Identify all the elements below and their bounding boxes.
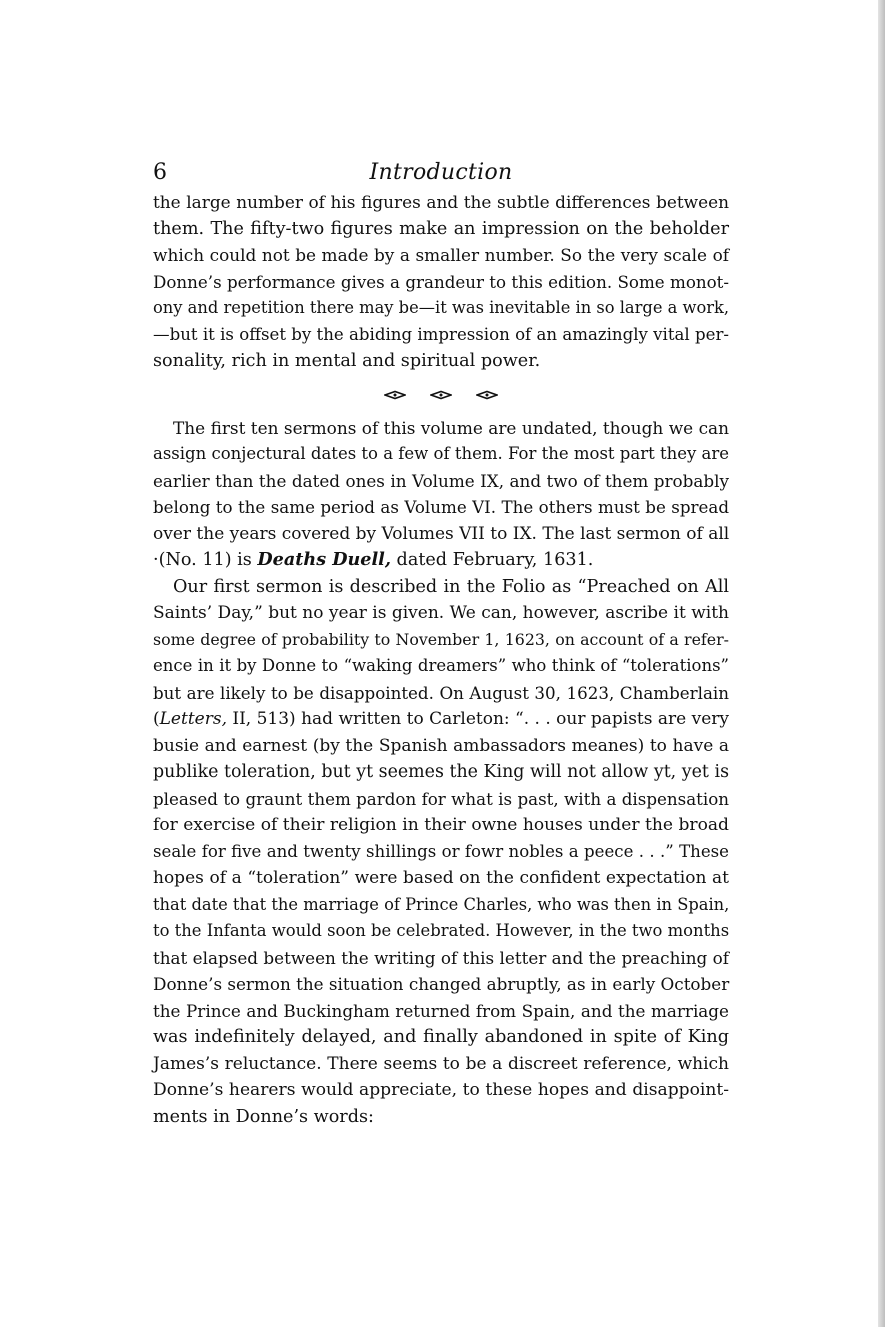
text-line: for exercise of their religion in their owne houses under the broad [153, 815, 729, 835]
text-line [153, 547, 729, 574]
text-line: the large number of his figures and the subtle differences between [153, 192, 729, 212]
text-line: James’s reluctance. There seems to be a discreet reference, which [153, 1053, 729, 1074]
page-number: 6 [153, 160, 167, 185]
page-header [153, 155, 729, 189]
text-line: ence in it by Donne to “waking dreamers” who think of “tolerations” [153, 656, 729, 675]
text-segment: ( [153, 709, 160, 729]
text-line [153, 706, 729, 733]
text-line: ments in Donne’s words: [153, 1106, 374, 1127]
book-page [153, 155, 729, 1130]
text-line: belong to the same period as Volume VI. The others must be spread [153, 497, 729, 517]
text-line: that elapsed between the writing of this letter and the preaching of [153, 947, 729, 968]
text-line: seale for five and twenty shillings or fowr nobles a peece . . .” These [153, 841, 729, 861]
diamond-ornament-icon [476, 390, 498, 400]
work-title: Letters, [159, 709, 227, 729]
text-line: Saints’ Day,” but no year is given. We can, however, ascribe it with [153, 603, 729, 623]
sermon-title: Deaths Duell, [257, 549, 391, 570]
diamond-ornament-icon [384, 390, 406, 400]
text-line: Donne’s performance gives a grandeur to this edition. Some monot- [153, 271, 729, 292]
text-line: —but it is offset by the abiding impression of an amazingly vital per- [153, 324, 729, 344]
text-line: The first ten sermons of this volume are undated, though we can [173, 417, 729, 438]
text-line: over the years covered by Volumes VII to IX. The last sermon of all [153, 523, 730, 544]
page-edge-shadow [878, 0, 885, 1327]
text-line: Donne’s sermon the situation changed abruptly, as in early October [153, 974, 730, 994]
text-segment: ·(No. 11) is [153, 550, 258, 570]
text-line: busie and earnest (by the Spanish ambassadors meanes) to have a [153, 735, 729, 756]
paragraph-first-sermon [153, 574, 729, 1131]
text-line: Donne’s hearers would appreciate, to these hopes and disappoint- [153, 1080, 729, 1100]
text-line: was indefinitely delayed, and finally abandoned in spite of King [153, 1027, 729, 1047]
section-break-ornament [153, 375, 729, 415]
text-line: which could not be made by a smaller number. So the very scale of [153, 245, 729, 265]
text-line: but are likely to be disappointed. On August 30, 1623, Chamberlain [153, 682, 729, 703]
text-line: Our first sermon is described in the Folio as “Preached on All [173, 576, 729, 597]
text-line: to the Infanta would soon be celebrated. However, in the two months [153, 921, 730, 940]
text-line: the Prince and Buckingham returned from Spain, and the marriage [153, 1000, 729, 1021]
running-head: Introduction [369, 160, 513, 185]
text-line: ony and repetition there may be—it was inevitable in so large a work, [153, 298, 730, 317]
text-segment: dated February, 1631. [390, 550, 594, 570]
paragraph-undated-sermons [153, 415, 729, 574]
paragraph-continued [153, 189, 729, 375]
text-segment: II, 513) had written to Carleton: “. . . our papists are very [226, 709, 730, 729]
text-line: them. The fifty-two figures make an impression on the beholder [153, 218, 729, 239]
text-line: sonality, rich in mental and spiritual power. [153, 351, 541, 371]
text-line: hopes of a “toleration” were based on the confident expectation at [153, 868, 729, 888]
text-line: pleased to graunt them pardon for what is past, with a dispensation [153, 788, 729, 809]
text-line: assign conjectural dates to a few of them. For the most part they are [153, 444, 730, 463]
text-line: earlier than the dated ones in Volume IX, and two of them probably [153, 470, 729, 491]
text-line: publike toleration, but yt seemes the King will not allow yt, yet is [153, 762, 729, 782]
diamond-ornament-icon [430, 390, 452, 400]
text-line: some degree of probability to November 1, 1623, on account of a refer- [153, 629, 729, 649]
text-line: that date that the marriage of Prince Charles, who was then in Spain, [153, 894, 730, 914]
